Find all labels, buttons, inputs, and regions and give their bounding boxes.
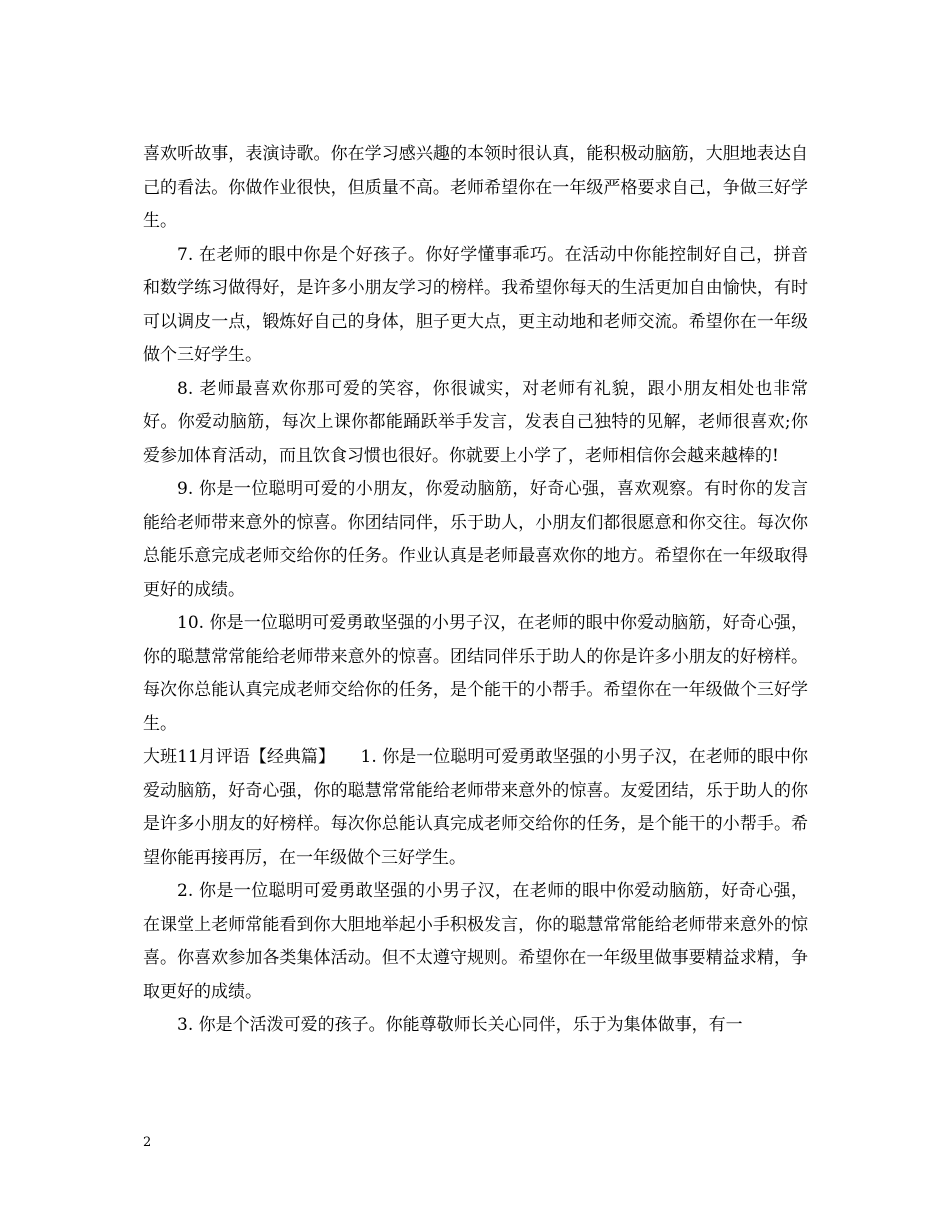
paragraph-item-2: 2. 你是一位聪明可爱勇敢坚强的小男子汉，在老师的眼中你爱动脑筋，好奇心强，在课堂上老师常能看到你大胆地举起小手积极发言，你的聪慧常常能给老师带来意外的惊喜。你喜欢参加各类集体活动。但不太遵守规则。希望你在一年级里做事要精益求精，争取更好的成绩。: [143, 881, 808, 1002]
document-body: [143, 138, 808, 1043]
paragraph-continuation: 喜欢听故事，表演诗歌。你在学习感兴趣的本领时很认真，能积极动脑筋，大胆地表达自己的看法。你做作业很快，但质量不高。老师希望你在一年级严格要求自己，争做三好学生。: [143, 144, 808, 231]
paragraph-section-heading-item-1: 大班11月评语【经典篇】 1. 你是一位聪明可爱勇敢坚强的小男子汉，在老师的眼中你爱动脑筋，好奇心强，你的聪慧常常能给老师带来意外的惊喜。友爱团结，乐于助人的你是许多小朋友的好榜样。每次你总能认真完成老师交给你的任务，是个能干的小帮手。希望你能再接再厉，在一年级做个三好学生。: [143, 747, 808, 868]
paragraph-item-8: 8. 老师最喜欢你那可爱的笑容，你很诚实，对老师有礼貌，跟小朋友相处也非常好。你爱动脑筋，每次上课你都能踊跃举手发言，发表自己独特的见解，老师很喜欢;你爱参加体育活动，而且饮食习惯也很好。你就要上小学了，老师相信你会越来越棒的!: [143, 378, 808, 466]
paragraph-item-10: 10. 你是一位聪明可爱勇敢坚强的小男子汉，在老师的眼中你爱动脑筋，好奇心强，你的聪慧常常能给老师带来意外的惊喜。团结同伴乐于助人的你是许多小朋友的好榜样。每次你总能认真完成老师交给你的任务，是个能干的小帮手。希望你在一年级做个三好学生。: [143, 613, 808, 734]
paragraph-item-3: 3. 你是个活泼可爱的孩子。你能尊敬师长关心同伴，乐于为集体做事，有一: [177, 1015, 743, 1035]
paragraph-item-7: 7. 在老师的眼中你是个好孩子。你好学懂事乖巧。在活动中你能控制好自己，拼音和数学练习做得好，是许多小朋友学习的榜样。我希望你每天的生活更加自由愉快，有时可以调皮一点，锻炼好自己的身体，胆子更大点，更主动地和老师交流。希望你在一年级做个三好学生。: [143, 244, 808, 365]
page-number: 2: [143, 1135, 152, 1150]
paragraph-item-9: 9. 你是一位聪明可爱的小朋友，你爱动脑筋，好奇心强，喜欢观察。有时你的发言能给老师带来意外的惊喜。你团结同伴，乐于助人，小朋友们都很愿意和你交往。每次你总能乐意完成老师交给你的任务。作业认真是老师最喜欢你的地方。希望你在一年级取得更好的成绩。: [143, 479, 808, 600]
